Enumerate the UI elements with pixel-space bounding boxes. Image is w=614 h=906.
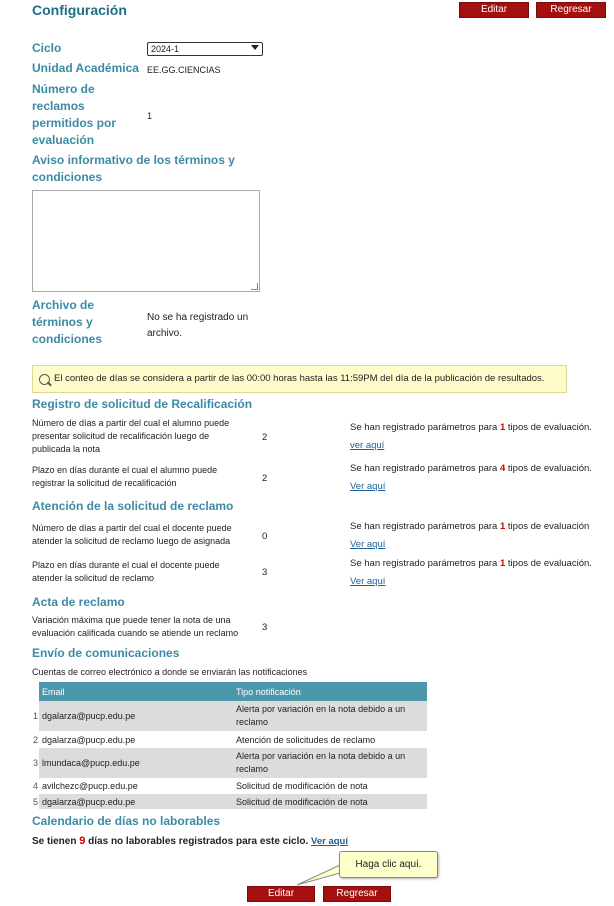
row-email: lmundaca@pucp.edu.pe (39, 748, 233, 778)
acta-desc (32, 614, 252, 640)
row-index: 5 (32, 794, 39, 809)
row-index: 4 (32, 778, 39, 794)
desc-line: Plazo en días durante el cual el docente puede (32, 560, 220, 570)
archivo-label-line: condiciones (32, 332, 103, 346)
atencion-link-1[interactable]: Ver aquí (350, 539, 386, 550)
info-count: 1 (499, 521, 506, 532)
info-count: 1 (499, 422, 506, 433)
reclamos-label-line: evaluación (32, 133, 95, 147)
recalificacion-link-1[interactable]: ver aquí (350, 440, 385, 451)
resize-handle-icon[interactable] (251, 283, 258, 290)
recalificacion-info-1 (350, 422, 592, 433)
reclamos-label-line: reclamos (32, 99, 85, 113)
reclamos-value: 1 (147, 111, 153, 121)
recalificacion-value-1: 2 (262, 432, 268, 443)
email-table (32, 682, 427, 809)
calendario-text-post: días no laborables registrados para este ciclo. (85, 836, 312, 847)
recalificacion-desc-1 (32, 417, 252, 456)
desc-line: atender la solicitud de reclamo luego de asignada (32, 536, 231, 546)
comunicaciones-subtitle: Cuentas de correo electrónico a donde se enviarán las notificaciones (32, 667, 308, 677)
info-count: 1 (499, 558, 506, 569)
row-email: dgalarza@pucp.edu.pe (42, 734, 136, 745)
email-column-header: Email (39, 682, 233, 701)
row-email: dgalarza@pucp.edu.pe (39, 701, 233, 731)
edit-button-top[interactable]: Editar (459, 2, 529, 18)
row-tipo: Solicitud de modificación de nota (233, 794, 427, 809)
table-row (32, 778, 427, 794)
recalificacion-link-2[interactable]: Ver aquí (350, 481, 386, 492)
calendario-link[interactable]: Ver aquí (311, 836, 348, 847)
notice-text: El conteo de días se considera a partir de las 00:00 horas hasta las 11:59PM del día de la publicación de resultados. (54, 373, 545, 384)
ciclo-select[interactable] (147, 42, 263, 56)
ciclo-label: Ciclo (32, 41, 62, 55)
archivo-label-line: términos y (32, 315, 93, 329)
desc-line: presentar solicitud de recalificación luego de (32, 431, 210, 441)
table-row (32, 701, 427, 731)
info-count: 4 (499, 463, 506, 474)
magnifier-icon (39, 374, 50, 385)
index-header (32, 682, 39, 701)
atencion-desc-1 (32, 522, 252, 548)
row-index: 3 (32, 748, 39, 778)
archivo-value-line: archivo. (147, 328, 183, 339)
reclamos-label (32, 81, 116, 149)
row-email: avilchezc@pucp.edu.pe (42, 781, 138, 791)
recalificacion-value-2: 2 (262, 473, 268, 484)
back-button-top[interactable]: Regresar (536, 2, 606, 18)
atencion-link-2[interactable]: Ver aquí (350, 576, 386, 587)
atencion-info-1 (350, 521, 589, 532)
calendario-title: Calendario de días no laborables (32, 814, 221, 828)
row-tipo: Solicitud de modificación de nota (236, 781, 368, 791)
atencion-value-2: 3 (262, 567, 268, 578)
info-text: Se han registrado parámetros para (350, 463, 500, 474)
tipo-column-header: Tipo notificación (233, 682, 427, 701)
desc-line: Variación máxima que puede tener la nota de una (32, 615, 231, 625)
atencion-desc-2 (32, 559, 252, 585)
info-text: tipos de evaluación. (505, 558, 592, 569)
comunicaciones-title: Envío de comunicaciones (32, 646, 180, 660)
recalificacion-title: Registro de solicitud de Recalificación (32, 397, 253, 411)
desc-line: Número de días a partir del cual el docente puede (32, 523, 232, 533)
aviso-label-line: Aviso informativo de los términos y (32, 153, 235, 167)
calendario-text (32, 835, 348, 847)
recalificacion-desc-2 (32, 464, 252, 490)
desc-line: registrar la solicitud de recalificación (32, 478, 177, 488)
archivo-value (147, 310, 248, 342)
unidad-label: Unidad Académica (32, 61, 139, 75)
atencion-info-2 (350, 558, 592, 569)
callout-pointer (295, 863, 345, 888)
back-button-bottom[interactable]: Regresar (323, 886, 391, 902)
aviso-label-line: condiciones (32, 170, 103, 184)
desc-line: evaluación calificada cuando se atiende un reclamo (32, 628, 239, 638)
recalificacion-info-2 (350, 463, 592, 474)
desc-line: Plazo en días durante el cual el alumno puede (32, 465, 218, 475)
reclamos-label-line: permitidos por (32, 116, 117, 130)
desc-line: Número de días a partir del cual el alumno puede (32, 418, 230, 428)
row-email: dgalarza@pucp.edu.pe (39, 794, 233, 809)
aviso-label (32, 152, 235, 186)
row-index: 1 (32, 701, 39, 731)
atencion-title: Atención de la solicitud de reclamo (32, 499, 234, 513)
info-text: tipos de evaluación. (505, 422, 592, 433)
row-tipo: Alerta por variación en la nota debido a un reclamo (233, 701, 427, 731)
table-row (32, 748, 427, 778)
info-text: Se han registrado parámetros para (350, 422, 500, 433)
calendario-count: 9 (79, 835, 86, 847)
edit-button-bottom[interactable]: Editar (247, 886, 315, 902)
calendario-text-pre: Se tienen (32, 836, 80, 847)
row-tipo: Alerta por variación en la nota debido a un reclamo (233, 748, 427, 778)
callout-tooltip: Haga clic aquí. (339, 851, 438, 878)
row-index: 2 (32, 731, 39, 748)
info-text: Se han registrado parámetros para (350, 521, 500, 532)
acta-value: 3 (262, 622, 268, 633)
desc-line: atender la solicitud de reclamo (32, 573, 155, 583)
table-header-row (32, 682, 427, 701)
page-title: Configuración (32, 2, 127, 18)
table-row (32, 731, 427, 748)
info-text: tipos de evaluación. (505, 463, 592, 474)
archivo-label (32, 297, 102, 348)
atencion-value-1: 0 (262, 531, 268, 542)
info-text: Se han registrado parámetros para (350, 558, 500, 569)
archivo-label-line: Archivo de (32, 298, 95, 312)
unidad-value: EE.GG.CIENCIAS (147, 65, 221, 75)
archivo-value-line: No se ha registrado un (147, 312, 249, 323)
row-tipo: Atención de solicitudes de reclamo (236, 734, 376, 745)
desc-line: publicada la nota (32, 444, 101, 454)
chevron-down-icon (251, 45, 259, 50)
reclamos-label-line: Número de (32, 82, 95, 96)
aviso-textarea[interactable] (32, 190, 260, 292)
acta-title: Acta de reclamo (32, 595, 125, 609)
table-row (32, 794, 427, 809)
ciclo-select-value: 2024-1 (151, 44, 180, 54)
info-notice (32, 365, 567, 393)
info-text: tipos de evaluación (505, 521, 590, 532)
